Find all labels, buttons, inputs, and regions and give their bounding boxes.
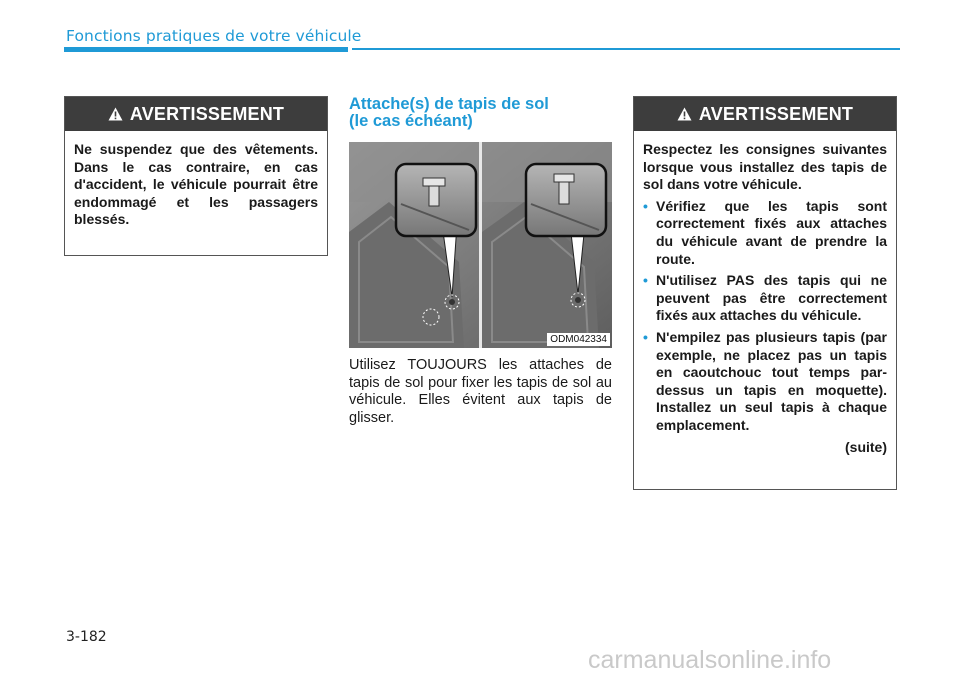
section-title: Fonctions pratiques de votre véhicule — [66, 27, 362, 45]
warning-list-item — [643, 272, 887, 325]
warning-body — [634, 131, 896, 464]
bullet-icon: • — [643, 328, 648, 345]
watermark: carmanualsonline.info — [588, 646, 832, 674]
warning-list — [643, 198, 887, 435]
warning-title: AVERTISSEMENT — [129, 103, 285, 124]
warning-text: Ne suspendez que des vêtements. Dans le cas contraire, en cas d'accident, le véhicule pourrait être endommagé et les passagers blessés. — [74, 141, 318, 228]
bullet-icon: • — [643, 272, 648, 289]
header-rule-thick — [64, 47, 348, 52]
list-item-text: N'utilisez PAS des tapis qui ne peuvent pas être correctement fixés aux attaches du véhicule. — [656, 272, 887, 324]
floor-mat-anchor-figure — [349, 142, 612, 348]
list-item-text: Vérifiez que les tapis sont correctement fixés aux attaches du véhicule avant de prendre la route. — [656, 197, 887, 267]
heading-line-2: (le cas échéant) — [349, 112, 473, 130]
warning-header — [65, 97, 327, 131]
warning-box-left — [64, 96, 328, 256]
continued-label: (suite) — [845, 438, 887, 455]
section-heading — [349, 96, 549, 130]
warning-box-right — [633, 96, 897, 490]
warning-triangle-icon — [677, 107, 692, 121]
warning-list-item — [643, 198, 887, 268]
warning-intro: Respectez les consignes suivantes lorsque vous installez des tapis de sol dans votre véhicule. — [643, 141, 887, 193]
warning-body — [65, 131, 327, 237]
figure-label: ODM042334 — [547, 333, 610, 346]
warning-title: AVERTISSEMENT — [698, 103, 854, 124]
warning-header — [634, 97, 896, 131]
list-item-text: N'empilez pas plusieurs tapis (par exemple, ne placez pas un tapis en caoutchouc tout temps par-dessus un tapis en moquette). Installez un seul tapis à chaque emplacement. — [656, 328, 887, 433]
floor-mat-anchor-illustration — [349, 142, 612, 348]
heading-line-1: Attache(s) de tapis de sol — [349, 95, 549, 113]
bullet-icon: • — [643, 197, 648, 214]
warning-list-item — [643, 329, 887, 435]
page-number: 3-182 — [66, 629, 107, 645]
body-paragraph: Utilisez TOUJOURS les attaches de tapis de sol pour fixer les tapis de sol au véhicule. Elles évitent aux tapis de glisser. — [349, 357, 612, 426]
warning-triangle-icon — [108, 107, 123, 121]
header-rule-thin — [352, 48, 900, 50]
